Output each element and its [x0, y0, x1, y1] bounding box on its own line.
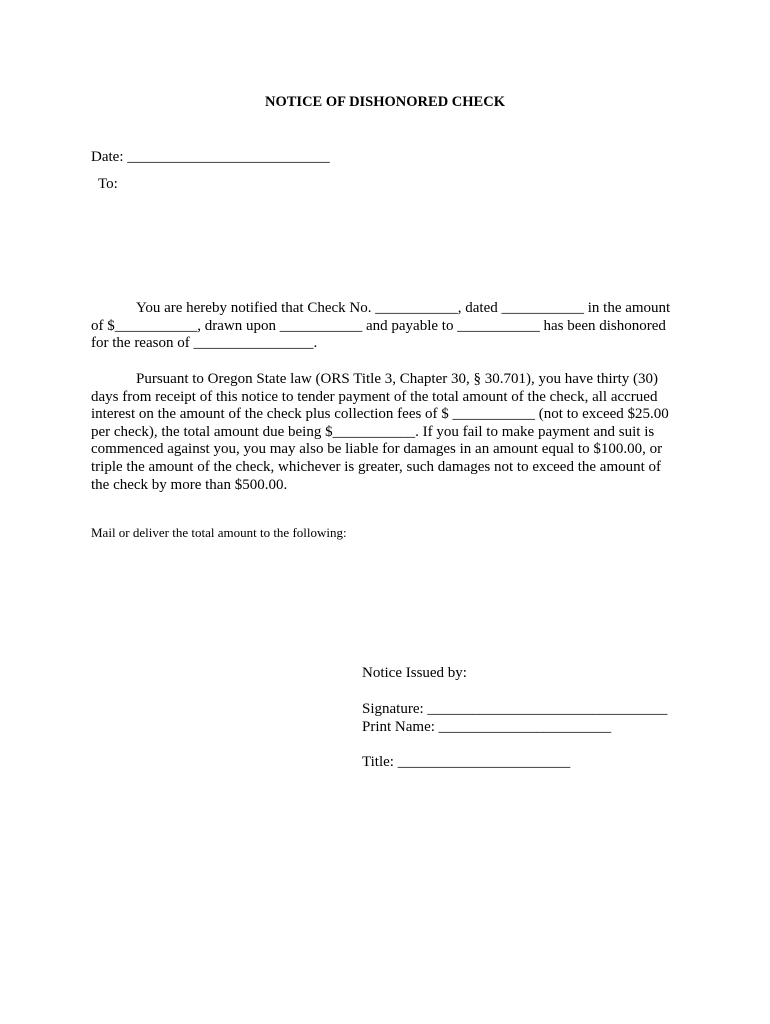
mail-instruction: Mail or deliver the total amount to the following:	[91, 525, 347, 540]
paragraph-line: of $___________, drawn upon ___________ and payable to ___________ has been dishonored	[91, 317, 666, 334]
notice-issued-by-label: Notice Issued by:	[362, 665, 467, 681]
document-title: NOTICE OF DISHONORED CHECK	[265, 94, 505, 110]
notification-paragraph	[91, 300, 691, 353]
signature-field-line: Signature: ________________________________	[362, 701, 668, 717]
print-name-field-line: Print Name: _______________________	[362, 719, 612, 735]
paragraph-line: commenced against you, you may also be liable for damages in an amount equal to $100.00, or	[91, 441, 663, 458]
paragraph-line: the check by more than $500.00.	[91, 476, 288, 493]
date-field-line: Date: ___________________________	[91, 149, 330, 165]
paragraph-line: Pursuant to Oregon State law (ORS Title 3, Chapter 30, § 30.701), you have thirty (30)	[136, 371, 659, 387]
paragraph-line: days from receipt of this notice to tender payment of the total amount of the check, all accrued	[91, 388, 658, 405]
legal-paragraph	[91, 371, 691, 494]
paragraph-line: per check), the total amount due being $___________. If you fail to make payment and suit is	[91, 423, 655, 440]
paragraph-line: for the reason of ________________.	[91, 335, 318, 352]
paragraph-line: interest on the amount of the check plus collection fees of $ ___________ (not to exceed $25.00	[91, 406, 669, 423]
title-field-line: Title: _______________________	[362, 754, 571, 770]
to-label: To:	[98, 176, 118, 192]
paragraph-line: triple the amount of the check, whichever is greater, such damages not to exceed the amount of	[91, 458, 662, 475]
paragraph-line: You are hereby notified that Check No. ___________, dated ___________ in the amount	[136, 300, 671, 316]
